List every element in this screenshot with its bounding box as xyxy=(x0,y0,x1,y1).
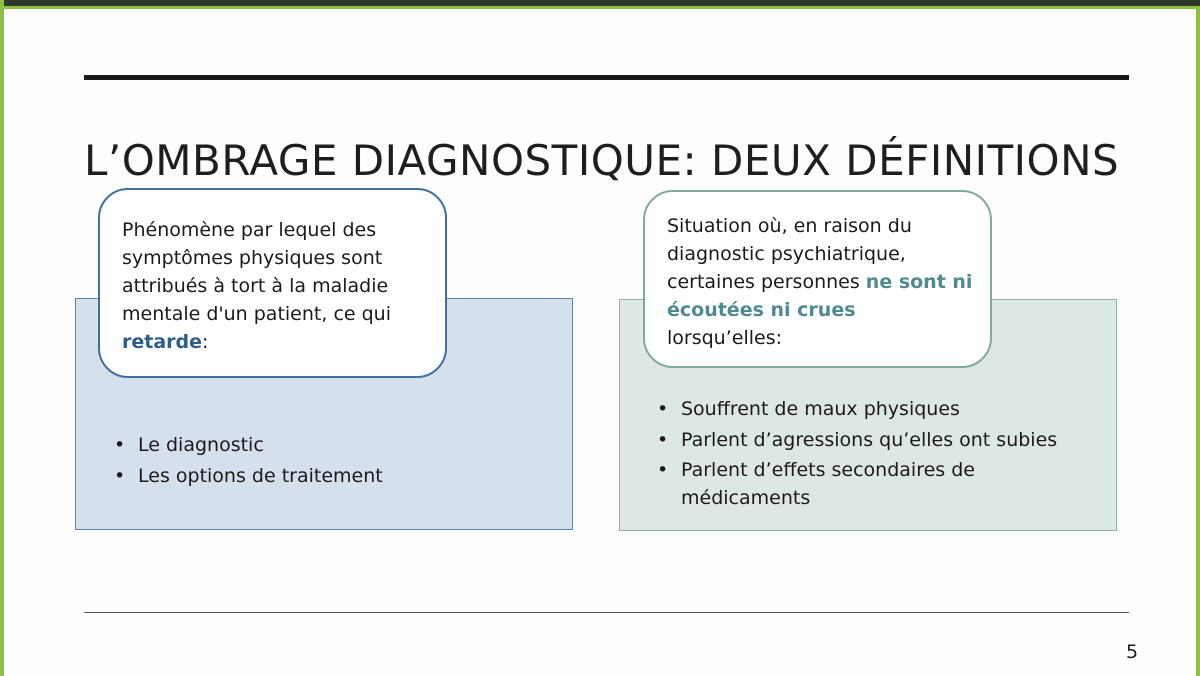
left-definition-highlight: retarde xyxy=(122,331,203,353)
right-definition-callout xyxy=(643,190,992,368)
right-definition-text: Situation où, en raison du diagnostic psychiatrique, certaines personnes xyxy=(667,215,912,293)
top-accent-strip xyxy=(4,0,1200,9)
right-definition-highlight: ne sont ni écoutées ni crues xyxy=(667,271,973,321)
left-definition-callout xyxy=(98,188,447,378)
footer-rule xyxy=(84,612,1129,613)
left-definition-suffix: : xyxy=(202,331,209,353)
right-definition-suffix: lorsqu’elles: xyxy=(667,327,782,349)
title-rule xyxy=(84,75,1129,80)
page-number: 5 xyxy=(1126,641,1139,663)
list-item: • Souffrent de maux physiques xyxy=(657,394,1107,425)
right-bullet-list xyxy=(657,394,1107,512)
left-definition-text: Phénomène par lequel des symptômes physiques sont attribués à tort à la maladie mentale d'un patient, ce qui xyxy=(122,219,391,325)
list-item: • Parlent d’effets secondaires de médicaments xyxy=(657,456,1107,512)
list-item: • Les options de traitement xyxy=(114,461,554,492)
list-item: • Parlent d’agressions qu’elles ont subies xyxy=(657,425,1107,456)
slide-title: L’OMBRAGE DIAGNOSTIQUE: DEUX DÉFINITIONS xyxy=(84,136,1120,186)
left-bullet-list xyxy=(114,430,554,492)
list-item: • Le diagnostic xyxy=(114,430,554,461)
